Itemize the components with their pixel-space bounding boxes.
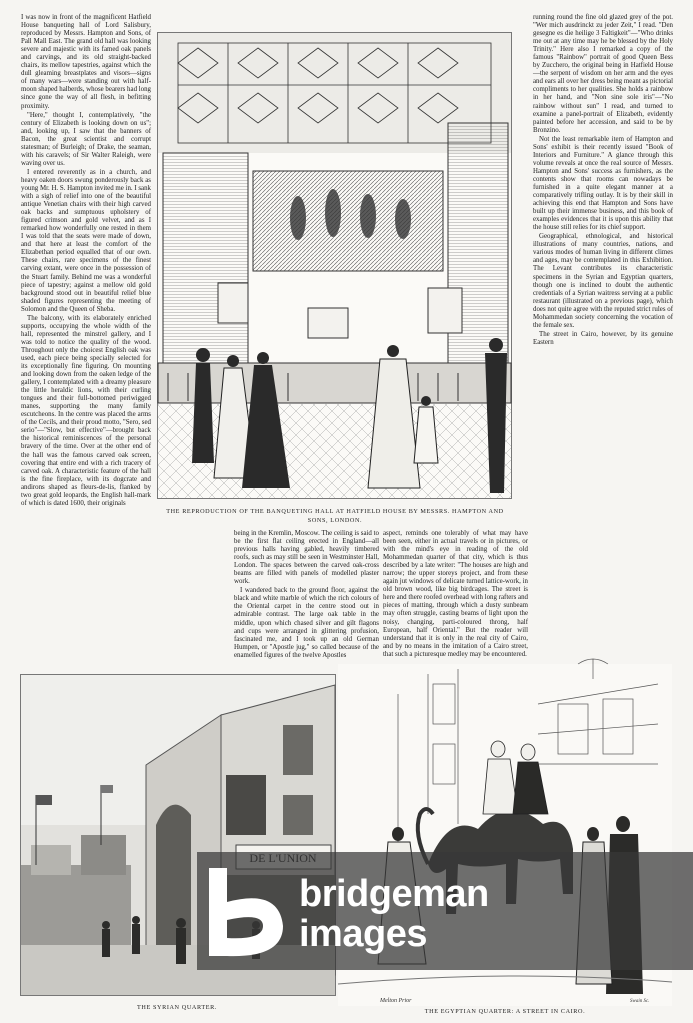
paragraph: I wandered back to the ground floor, against the black and white marble of which the rich colours of the Oriental carpet in the centre stood out in admirable contrast. The large oak table in the middle, upon which chased silver and gilt flagons and cups were arranged in glittering profusion, fascinated me, and I took up an old German Humpen, or "Apostle jug," so called because of the enamelled figures of the twelve Apostles (234, 587, 379, 659)
watermark-text-line1: bridgeman (299, 873, 489, 915)
paragraph: aspect, reminds one tolerably of what may have been seen, either in actual travels or in pictures, or with the mind's eye in reading of the old Mohammedan quarter of that city, which is thus described by a late writer: "The houses are high and narrow; the upper storeys project, and from these again jut windows of delicate turned lattice-work, in old brown wood, like big birdcages. The street is here and there roofed overhead with long rafters and pieces of matting, through which a dusty sunbeam may often struggle, casting beams of light upon the noisy, changing, parti-coloured throng, half European, half Oriental." But the reader will understand that it is only in the real city of Cairo, and by no means in the imitation of a Cairo street, that such a picturesque medley may be encountered. (383, 530, 528, 658)
watermark-text-line2: images (299, 913, 427, 955)
banqueting-hall-caption: THE REPRODUCTION OF THE BANQUETING HALL AT HATFIELD HOUSE BY MESSRS. HAMPTON AND SONS, LONDON. (166, 508, 504, 524)
article-column-mid-a (234, 530, 379, 659)
article-column-mid-b (383, 530, 528, 658)
bridgeman-watermark (197, 852, 693, 970)
syrian-quarter-caption: THE SYRIAN QUARTER. (137, 1004, 217, 1011)
article-column-left (21, 14, 151, 704)
banqueting-hall-illustration (157, 32, 512, 499)
paragraph: I was now in front of the magnificent Hatfield House banqueting hall of Lord Salisbury, reproduced by Messrs. Hampton and Sons, of Pall Mall East. The grand old hall was looking severe and majestic with its famed oak panels and carvings, and its old straight-backed chairs, its mellow tapestries, against which the dull gleaming breastplates and visors—signs of many wars—were standing out with half-moon shaped halberds, whose bearers had long since gone the way of all flesh, in befitting proximity. (21, 14, 151, 110)
paragraph: being in the Kremlin, Moscow. The ceiling is said to be the first flat ceiling erected in England—all previous halls having gabled, heavily timbered roofs, such as may still be seen in Westminster Hall, London. The spaces between the carved oak-cross beams are filled with panels of modelled plaster work. (234, 530, 379, 586)
paragraph: "Here," thought I, contemplatively, "the century of Elizabeth is looking down on us"; and, looking up, I saw that the banners of Bacon, the great scientist and corrupt statesman; of Burleigh; of Drake, the seaman, with his caravels; of Sir Walter Raleigh, were waving over us. (21, 111, 151, 167)
artist-signature: Melton Prior (380, 998, 412, 1004)
egyptian-quarter-caption: THE EGYPTIAN QUARTER: A STREET IN CAIRO. (424, 1008, 586, 1015)
paragraph: running round the fine old glazed grey of the pot. "Wer mich ausdrinckt zu jeder Zeit," I read. "Den gesegne es die heilige 3 Faltigkeit"—"Who drinks me out at any time may he be blessed by the Holy Trinity." Here also I remarked a copy of the famous "Rainbow" portrait of good Queen Bess by Zucchero, the original being in Hatfield House—the serpent of wisdom on her arm and the eyes and ears all over her dress being meant as pictorial compliments to her qualities. She holds a rainbow in her hand, and "Non sine sole iris"—"No rainbow without sun" I read, and turned to examine a panel-portrait of Elizabeth, evidently painted before her accession, and said to be by Bronzino. (533, 14, 673, 134)
paragraph: The balcony, with its elaborately enriched supports, occupying the whole width of the hall, represented the minstrel gallery, and I was told to notice the quality of the wood. Throughout only the choicest English oak was used, each piece being specially selected for its exceptionally fine figuring. On mounting and looking down from the oaken ledge of the gallery, I contemplated with a dreamy pleasure the little heraldic lions, with their curling tongues and their full-bottomed periwigged manes, supporting the many family escutcheons. In the centre was placed the arms of the Cecils, and their proud motto, "Sero, sed serio"—"Slow, but effective"—brought back the historical reminiscences of the personal bravery of the time. Over at the other end of the hall was the famous carved oak screen, covering that entire end with a rich tracery of carved oak. A characteristic feature of the hall is the fine fireplace, with its dogcrate and andirons shaped as fleurs-de-lis, flanked by two great gold leopards, the English hall-mark of which is dated 1600, their originals (21, 314, 151, 507)
paragraph: Not the least remarkable item of Hampton and Sons' exhibit is their recently issued "Book of Interiors and Furniture." A glance through this volume reveals at once the real source of Messrs. Hampton and Sons' success as furnishers, as the contents show that rooms can nowadays be furnished in a quite elegant manner at a comparatively trifling outlay. It is by their skill in achieving this end that Hampton and Sons have built up their immense business, and this book of examples evidences that it is upon this ability that the house still relies for its chief support. (533, 135, 673, 232)
paragraph: Geographical, ethnological, and historical illustrations of many countries, nations, and various modes of human living in different climes and ages, may be contemplated in this Exhibition. The Levant contributes its characteristic specimens in the Syrian and Egyptian quarters, though one is inclined to doubt the authentic credentials of a Syrian waitress serving at a public restaurant (illustrated on a previous page), which does not quite agree with the reputed strict rules of Mohammedan society concerning the vocation of the female sex. (533, 233, 673, 329)
article-column-right (533, 14, 673, 654)
paragraph: The street in Cairo, however, by its genuine Eastern (533, 330, 673, 346)
paragraph: I entered reverently as in a church, and heavy oaken doors swung ponderously back as young Mr. H. S. Hampton invited me in. I sank with a sigh of relief into one of the beautiful antique Venetian chairs with their high carved oak backs and sumptuous upholstery of figured crimson and gold velvet, and as I remarked how wonderfully one rested in them I was told that the seats were made of down, and that here at least the comfort of the Elizabethan period equalled that of our own. These chairs, rare specimens of the finest carving extant, were once in the possession of the Stuart family. Behind me was a wonderful piece of tapestry; against a mellow old gold background stood out in beautiful relief blue shaded figures representing the meeting of Solomon and the Queen of Sheba. (21, 168, 151, 313)
bridgeman-logo-icon (207, 860, 287, 960)
engraver-signature: Swain Sc. (630, 999, 650, 1004)
